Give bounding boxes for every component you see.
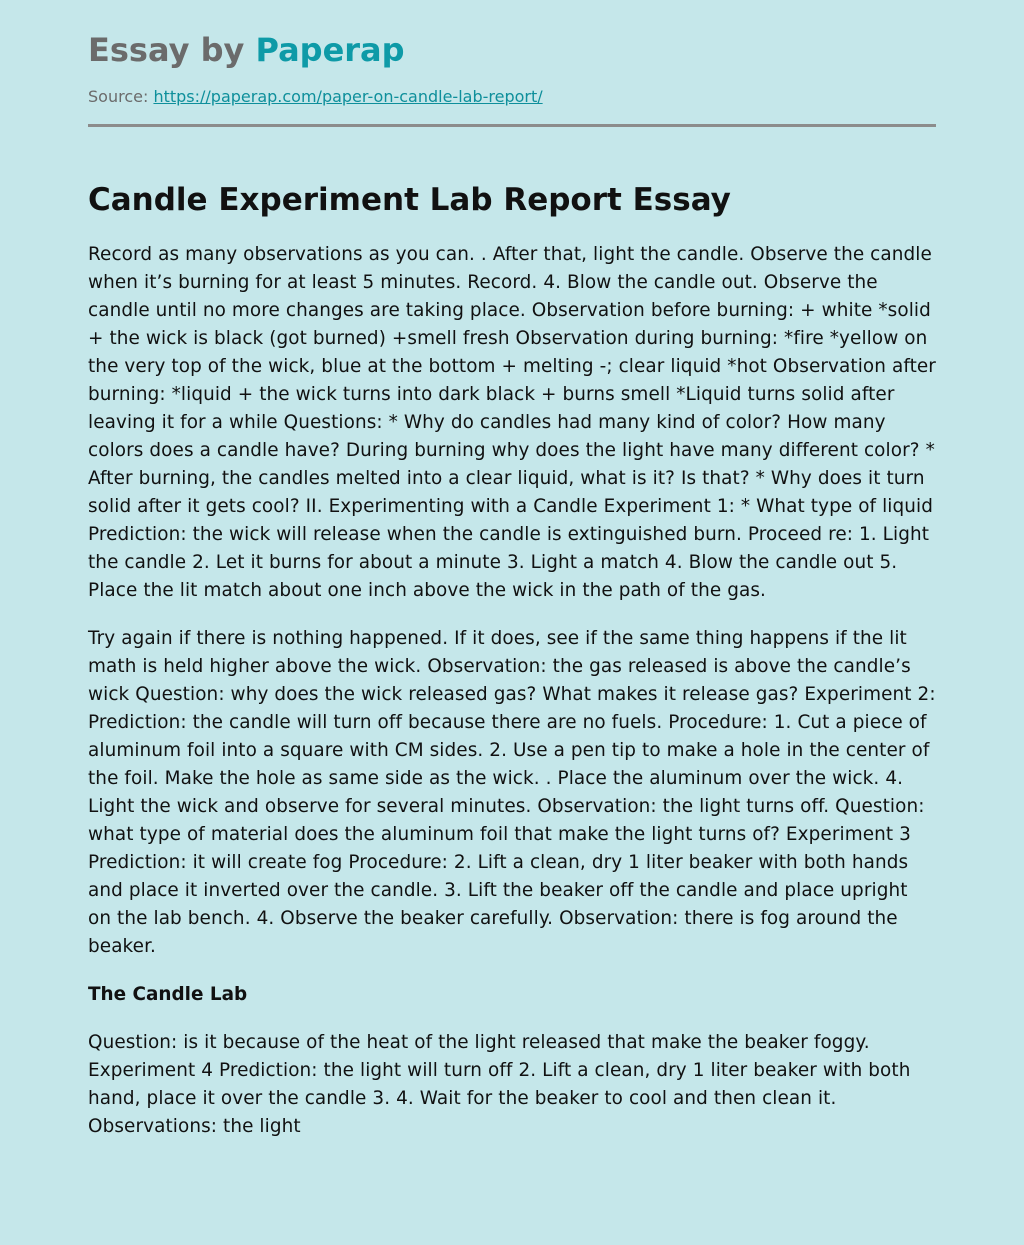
brand-name: Paperap xyxy=(255,31,405,69)
section-heading: The Candle Lab xyxy=(88,984,248,1005)
paragraph: Try again if there is nothing happened. If it does, see if the same thing happens if the lit math is held higher above the wick. Observation: the gas released is above the candle’s wick Question: why does the wick released gas? What makes it release gas? Experiment 2: Prediction: the candle will turn off because there are no fuels. Procedure: 1. Cut a piece of aluminum foil into a square with CM sides. 2. Use a pen tip to make a hole in the center of the foil. Make the hole as same side as the wick. . Place the aluminum over the wick. 4. Light the wick and observe for several minutes. Observation: the light turns off. Question: what type of material does the aluminum foil that make the light turns of? Experiment 3 Prediction: it will create fog Procedure: 2. Lift a clean, dry 1 liter beaker with both hands and place it inverted over the candle. 3. Lift the beaker off the candle and place upright on the lab bench. 4. Observe the beaker carefully. Observation: there is fog around the beaker. xyxy=(88,628,936,957)
site-brand[interactable] xyxy=(88,28,936,72)
paragraph: Record as many observations as you can. . After that, light the candle. Observe the candle when it’s burning for at least 5 minutes. Record. 4. Blow the candle out. Observe the candle until no more changes are taking place. Observation before burning: + white *solid + the wick is black (got burned) +smell fresh Observation during burning: *fire *yellow on the very top of the wick, blue at the bottom + melting -; clear liquid *hot Observation after burning: *liquid + the wick turns into dark black + burns smell *Liquid turns solid after leaving it for a while Questions: * Why do candles had many kind of color? How many colors does a candle have? During burning why does the light have many different color? * After burning, the candles melted into a clear liquid, what is it? Is that? * Why does it turn solid after it gets cool? II. Experimenting with a Candle Experiment 1: * What type of liquid Prediction: the wick will release when the candle is extinguished burn. Proceed re: 1. Light the candle 2. Let it burns for about a minute 3. Light a match 4. Blow the candle out 5. Place the lit match about one inch above the wick in the path of the gas. xyxy=(88,244,936,601)
page-title: Candle Experiment Lab Report Essay xyxy=(88,182,731,218)
site-header xyxy=(88,28,936,108)
brand-prefix: Essay by xyxy=(88,31,256,69)
source-line xyxy=(88,86,936,108)
article xyxy=(88,178,936,1161)
paragraph: Question: is it because of the heat of the light released that make the beaker foggy. Experiment 4 Prediction: the light will turn off 2. Lift a clean, dry 1 liter beaker with both hand, place it over the candle 3. 4. Wait for the beaker to cool and then clean it. Observations: the light xyxy=(88,1032,911,1137)
source-label: Source: xyxy=(88,87,154,106)
source-link[interactable]: https://paperap.com/paper-on-candle-lab-report/ xyxy=(153,87,543,106)
header-divider xyxy=(88,124,936,127)
